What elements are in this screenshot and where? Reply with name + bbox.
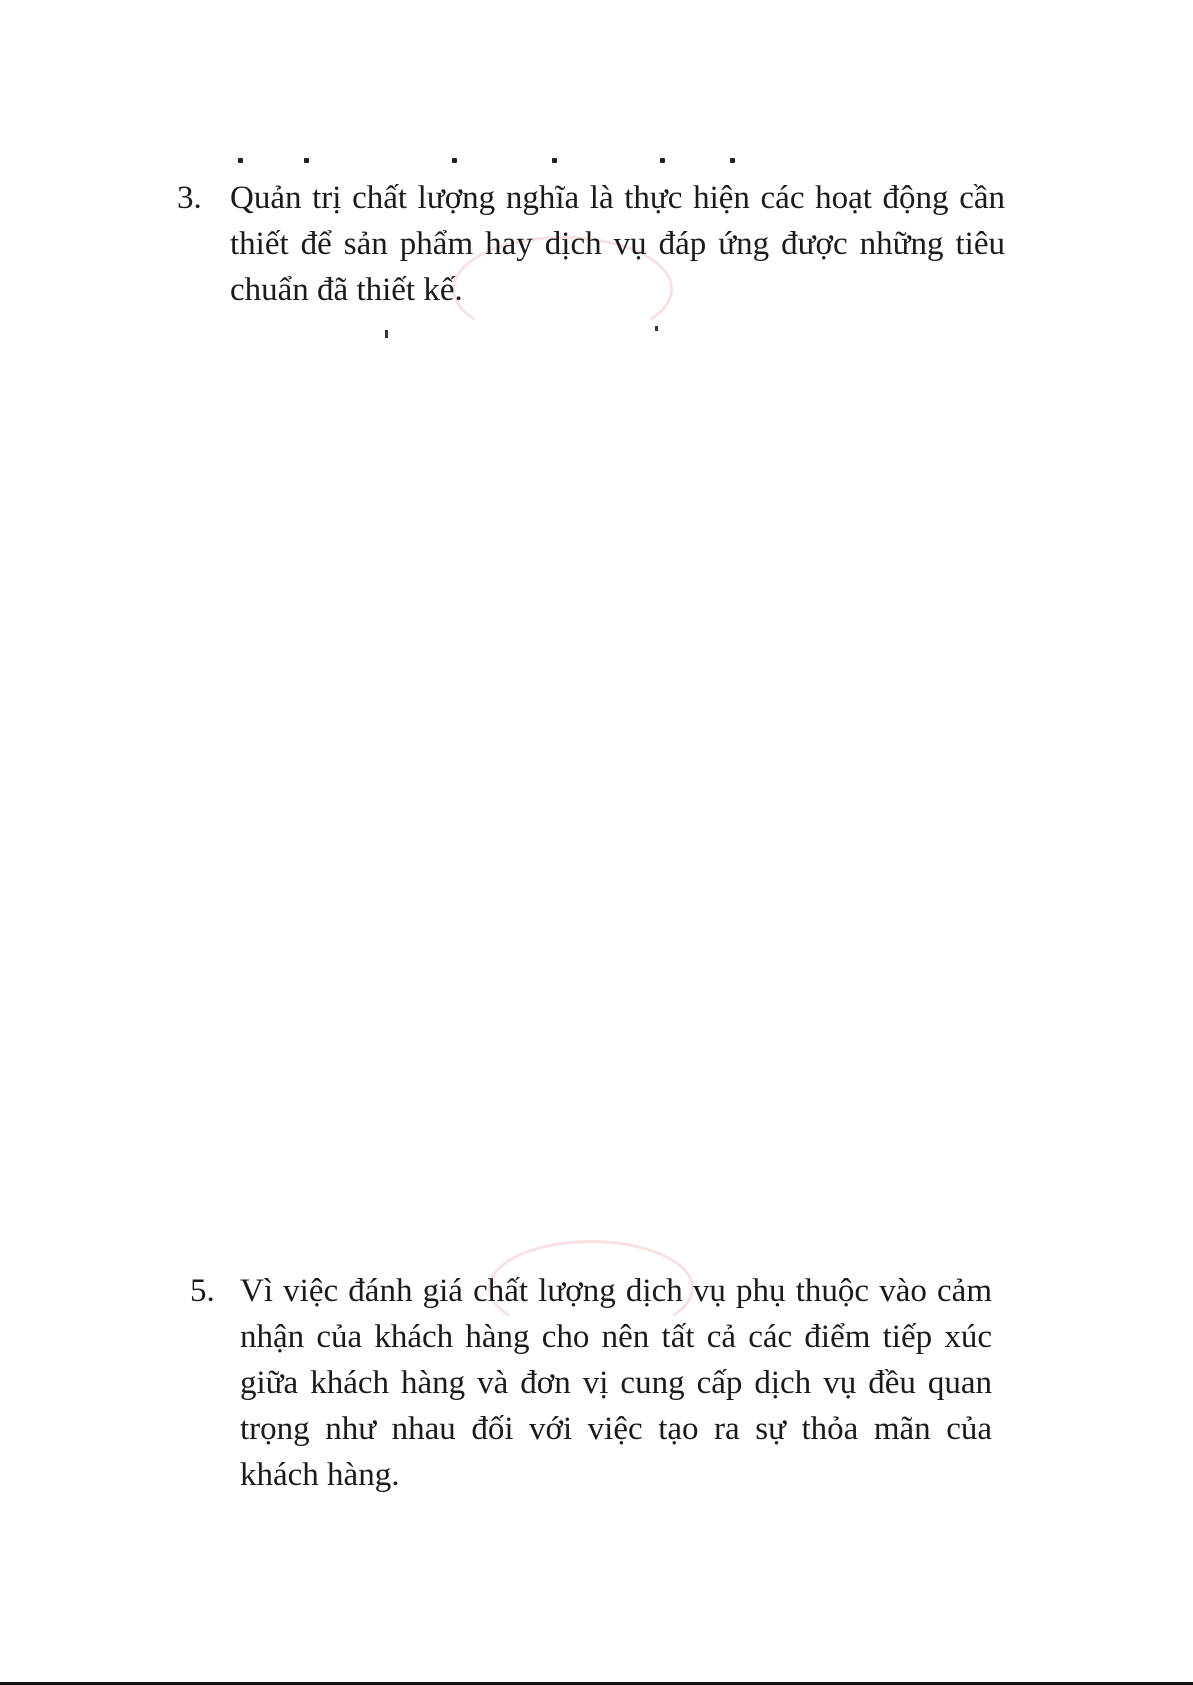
list-item-text: Quản trị chất lượng nghĩa là thực hiện các hoạt động cần thiết để sản phẩm hay dịch vụ đáp ứng được những tiêu chuẩn đã thiết kế.: [230, 180, 1005, 308]
list-item: [177, 175, 1007, 325]
list-item: [190, 1268, 1000, 1508]
stray-mark: [655, 326, 658, 331]
list-item-number: 3.: [177, 180, 202, 216]
stray-mark: [385, 330, 388, 338]
cut-off-text-line: [230, 152, 810, 166]
list-item-number: 5.: [190, 1273, 215, 1309]
list-item-text: Vì việc đánh giá chất lượng dịch vụ phụ thuộc vào cảm nhận của khách hàng cho nên tất cả các điểm tiếp xúc giữa khách hàng và đơn vị cung cấp dịch vụ đều quan trọng như nhau đối với việc tạo ra sự thỏa mãn của khách hàng.: [240, 1273, 992, 1493]
